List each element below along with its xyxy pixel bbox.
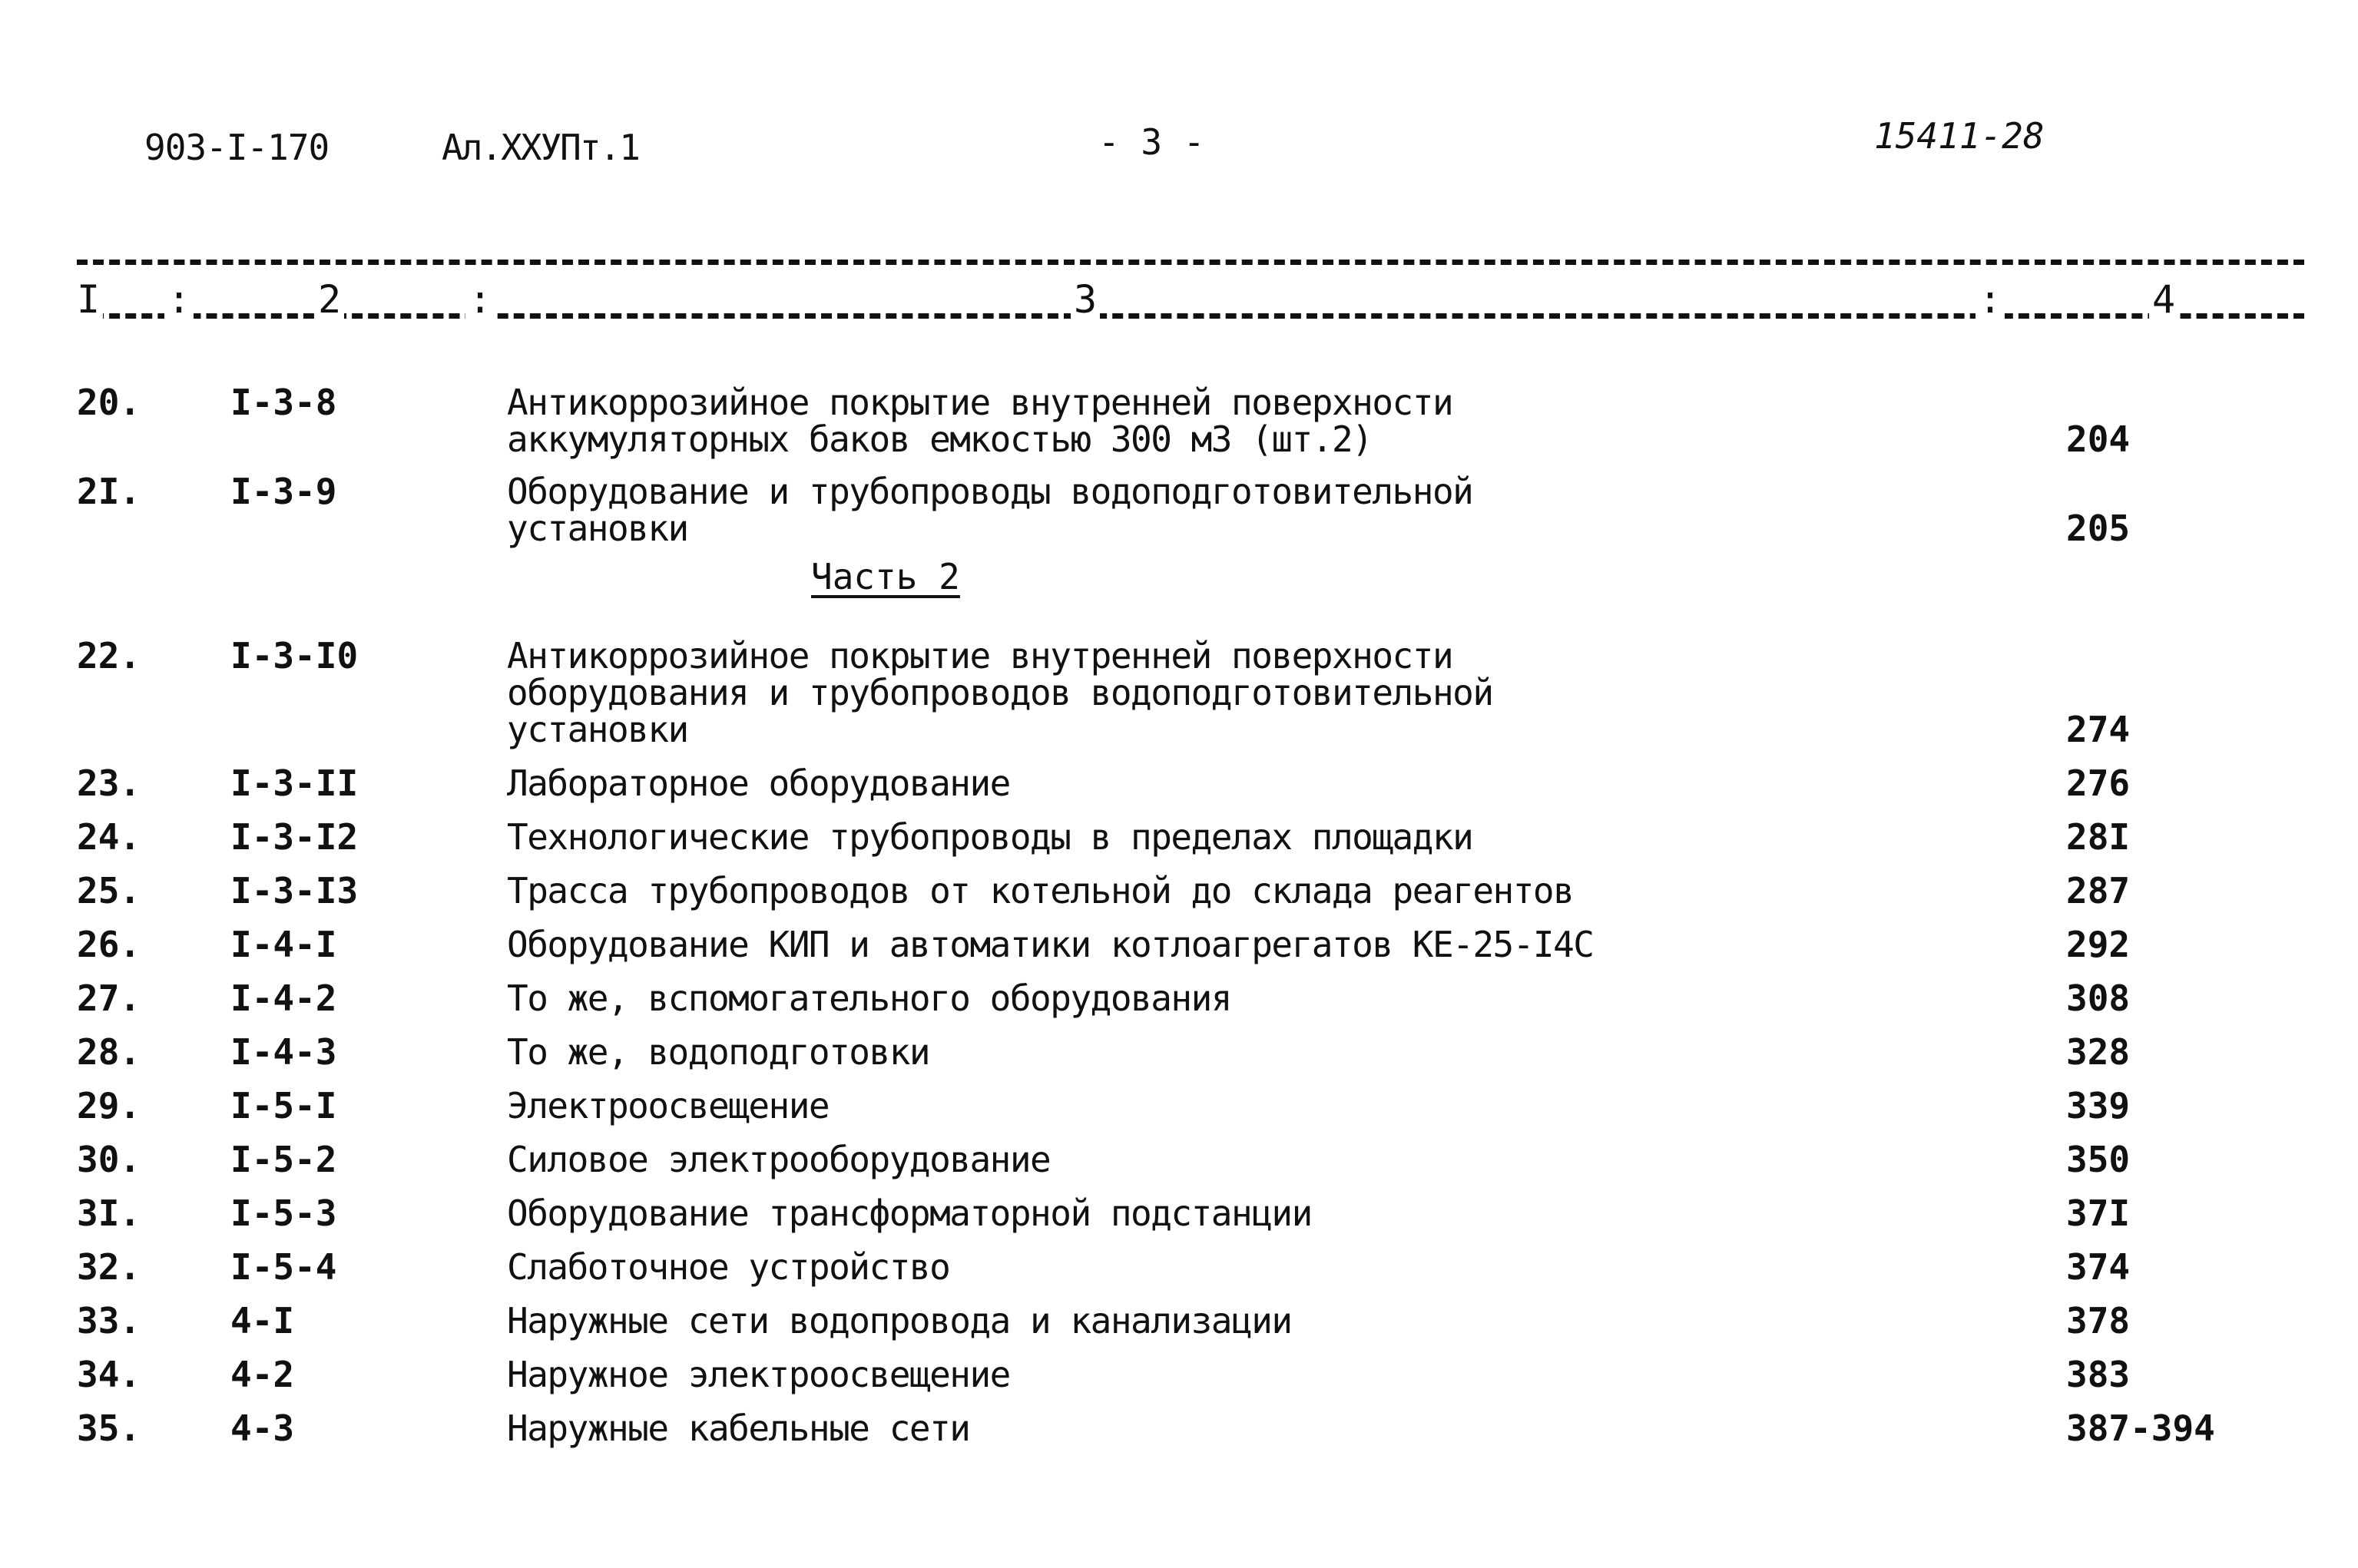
sheet-code: 4-I — [230, 1300, 295, 1341]
sheet-title: Наружные сети водопровода и канализации — [507, 1300, 1292, 1341]
row-number: 29. — [77, 1085, 141, 1126]
sheet-code: I-3-II — [230, 762, 359, 804]
page-number: 204 — [2066, 418, 2131, 460]
page-number: 28I — [2066, 816, 2131, 858]
page-number: 292 — [2066, 924, 2131, 965]
row-number: 3I. — [77, 1193, 141, 1234]
inventory-number: 15411-28 — [1874, 115, 2045, 157]
row-number: 24. — [77, 816, 141, 858]
sheet-title: Наружные кабельные сети — [507, 1408, 970, 1449]
album-number: Ал.ХХУПт.1 — [442, 127, 639, 168]
sheet-title: Электроосвещение — [507, 1085, 830, 1126]
sheet-title: Силовое электрооборудование — [507, 1139, 1051, 1180]
sheet-title: Технологические трубопроводы в пределах площадки — [507, 816, 1473, 858]
sheet-title: Слаботочное устройство — [507, 1246, 950, 1288]
sheet-code: 4-2 — [230, 1354, 295, 1395]
page-number: 374 — [2066, 1246, 2131, 1288]
page-number: 276 — [2066, 762, 2131, 804]
row-number: 35. — [77, 1408, 141, 1449]
page-number: 383 — [2066, 1354, 2131, 1395]
sheet-title: Оборудование и трубопроводы водоподготовительной установки — [507, 471, 1473, 549]
page-marker: - 3 - — [1098, 121, 1205, 163]
row-number: 26. — [77, 924, 141, 965]
page-number: 274 — [2066, 709, 2131, 750]
row-number: 25. — [77, 870, 141, 911]
sheet-code: I-3-9 — [230, 471, 337, 512]
sheet-code: I-3-I0 — [230, 635, 359, 676]
sheet-code: I-5-2 — [230, 1139, 337, 1180]
row-number: 20. — [77, 382, 141, 423]
sheet-code: I-5-3 — [230, 1193, 337, 1234]
sheet-code: I-3-8 — [230, 382, 337, 423]
document-code: 903-I-170 — [144, 127, 330, 168]
sheet-code: I-3-I2 — [230, 816, 359, 858]
page-number: 287 — [2066, 870, 2131, 911]
sheet-title: Наружное электроосвещение — [507, 1354, 1010, 1395]
page-number: 308 — [2066, 978, 2131, 1019]
sheet-title: Лабораторное оборудование — [507, 762, 1010, 804]
column-number-4: 4 — [2149, 276, 2178, 323]
sheet-title: Антикоррозийное покрытие внутренней поверхности аккумуляторных баков емкостью 300 м3 (шт.2) — [507, 382, 1453, 460]
row-number: 32. — [77, 1246, 141, 1288]
sheet-title: Оборудование КИП и автоматики котлоагрегатов КЕ-25-I4С — [507, 924, 1594, 965]
column-separator: : — [164, 276, 194, 323]
row-number: 30. — [77, 1139, 141, 1180]
sheet-title: Оборудование трансформаторной подстанции — [507, 1193, 1312, 1234]
page-number: 387-394 — [2066, 1408, 2215, 1449]
sheet-code: I-4-2 — [230, 978, 337, 1019]
sheet-code: I-3-I3 — [230, 870, 359, 911]
row-number: 23. — [77, 762, 141, 804]
sheet-title: То же, водоподготовки — [507, 1031, 930, 1073]
header-rule-bottom — [77, 313, 2304, 319]
page-number: 350 — [2066, 1139, 2131, 1180]
sheet-code: I-5-I — [230, 1085, 337, 1126]
row-number: 33. — [77, 1300, 141, 1341]
row-number: 27. — [77, 978, 141, 1019]
row-number: 22. — [77, 635, 141, 676]
section-title: Часть 2 — [811, 556, 960, 597]
column-separator: : — [1975, 276, 2005, 323]
sheet-code: I-4-3 — [230, 1031, 337, 1073]
column-number-3: 3 — [1071, 276, 1100, 323]
row-number: 34. — [77, 1354, 141, 1395]
page-number: 378 — [2066, 1300, 2131, 1341]
column-number-2: 2 — [315, 276, 344, 323]
sheet-code: 4-3 — [230, 1408, 295, 1449]
sheet-code: I-5-4 — [230, 1246, 337, 1288]
sheet-title: Антикоррозийное покрытие внутренней поверхности оборудования и трубопроводов водоподготовительной установки — [507, 635, 1493, 750]
page-number: 328 — [2066, 1031, 2131, 1073]
page-number: 339 — [2066, 1085, 2131, 1126]
column-separator: : — [465, 276, 495, 323]
page-number: 37I — [2066, 1193, 2131, 1234]
row-number: 2I. — [77, 471, 141, 512]
row-number: 28. — [77, 1031, 141, 1073]
sheet-title: То же, вспомогательного оборудования — [507, 978, 1231, 1019]
header-rule-top — [77, 260, 2304, 265]
sheet-title: Трасса трубопроводов от котельной до склада реагентов — [507, 870, 1574, 911]
column-number-1: I — [74, 276, 103, 323]
page-number: 205 — [2066, 508, 2131, 549]
sheet-code: I-4-I — [230, 924, 337, 965]
